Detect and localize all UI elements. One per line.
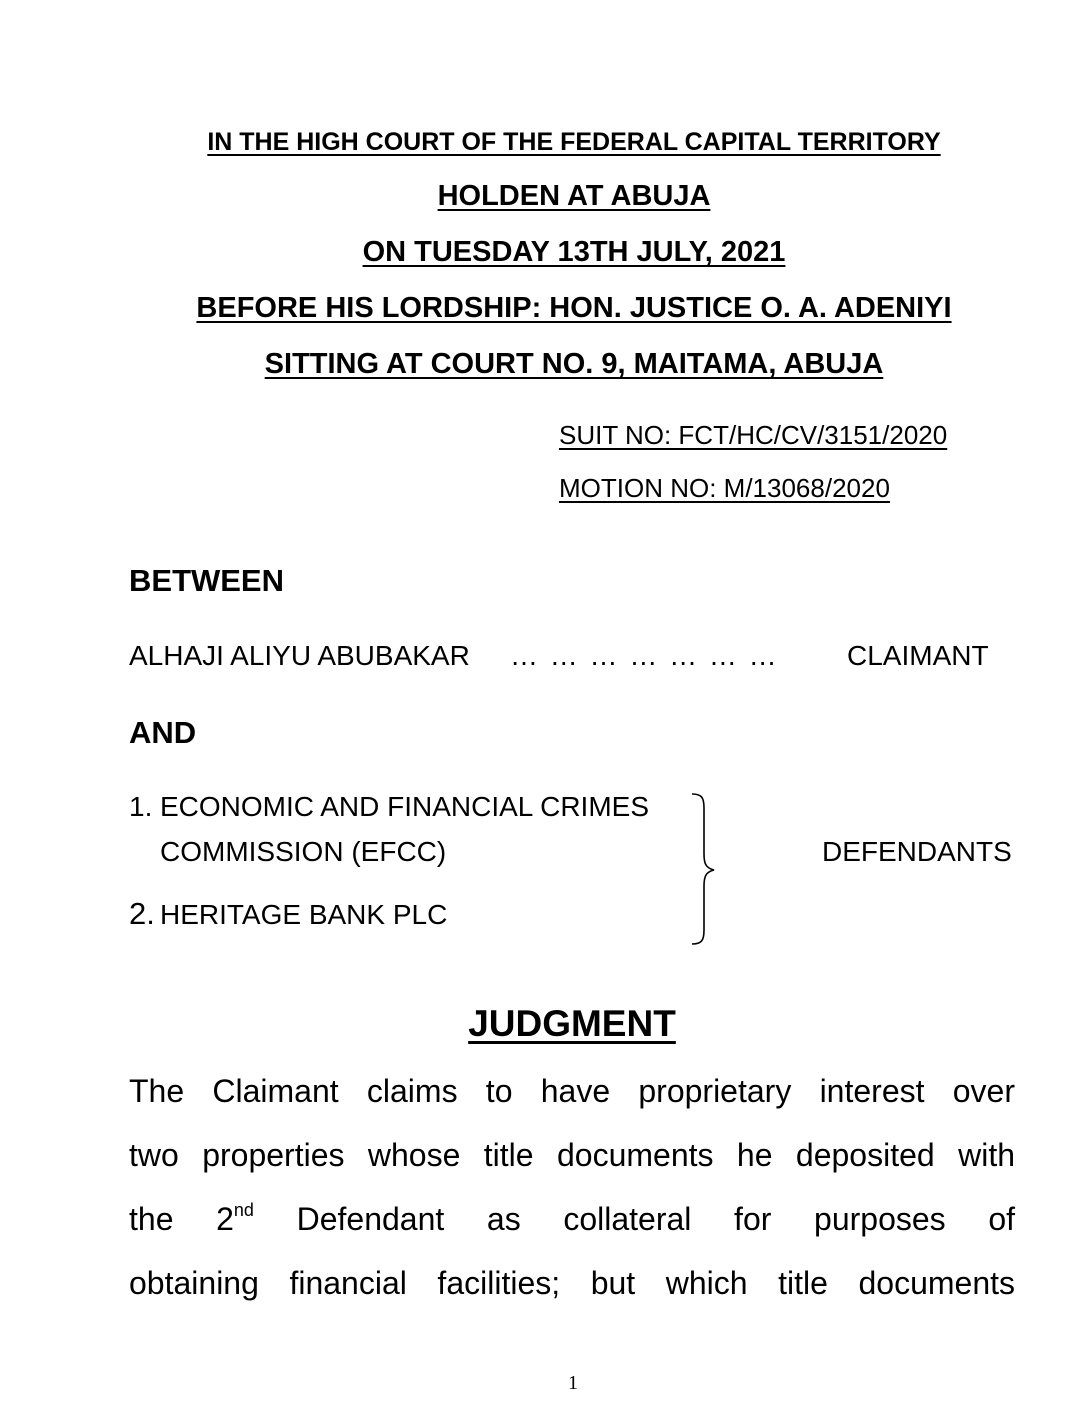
holden-heading: HOLDEN AT ABUJA (437, 180, 711, 212)
judgment-text-line-4: obtaining financial facilities; but which title documents (129, 1265, 1015, 1301)
court-heading: IN THE HIGH COURT OF THE FEDERAL CAPITAL TERRITORY (207, 128, 941, 156)
motion-number: MOTION NO: M/13068/2020 (559, 473, 890, 503)
word: collateral (563, 1201, 692, 1237)
sitting-heading: SITTING AT COURT NO. 9, MAITAMA, ABUJA (264, 348, 884, 380)
judgment-text-line-1: The Claimant claims to have proprietary interest over (129, 1073, 1015, 1109)
word: of (988, 1201, 1015, 1237)
judgment-title: JUDGMENT (468, 1003, 676, 1044)
defendants-role: DEFENDANTS (822, 836, 1012, 867)
defendant-2-number: 2. (129, 896, 155, 931)
word: for (734, 1201, 772, 1237)
date-heading: ON TUESDAY 13TH JULY, 2021 (362, 236, 786, 268)
word: purposes (814, 1201, 946, 1237)
defendant-2-name: HERITAGE BANK PLC (160, 899, 448, 930)
page-number: 1 (568, 1372, 578, 1394)
defendant-1-name-line-1: ECONOMIC AND FINANCIAL CRIMES (160, 791, 650, 822)
word: Defendant (296, 1201, 445, 1237)
suit-number: SUIT NO: FCT/HC/CV/3151/2020 (559, 420, 948, 450)
judge-heading: BEFORE HIS LORDSHIP: HON. JUSTICE O. A. ADENIYI (196, 292, 952, 324)
defendant-1-name-line-2: COMMISSION (EFCC) (160, 836, 447, 867)
judgment-text-line-2: two properties whose title documents he deposited with (129, 1137, 1015, 1173)
defendants-brace (688, 792, 716, 946)
judgment-text-line-3 (129, 1201, 1015, 1245)
word: as (486, 1201, 521, 1237)
claimant-role: CLAIMANT (847, 640, 989, 671)
claimant-dots: … … … … … … … (510, 640, 779, 671)
and-label: AND (129, 715, 197, 750)
between-label: BETWEEN (129, 563, 284, 598)
defendant-1-number: 1. (129, 791, 153, 822)
word-ordinal: 2nd (216, 1200, 254, 1237)
claimant-name: ALHAJI ALIYU ABUBAKAR (129, 640, 470, 671)
word: the (129, 1201, 174, 1237)
